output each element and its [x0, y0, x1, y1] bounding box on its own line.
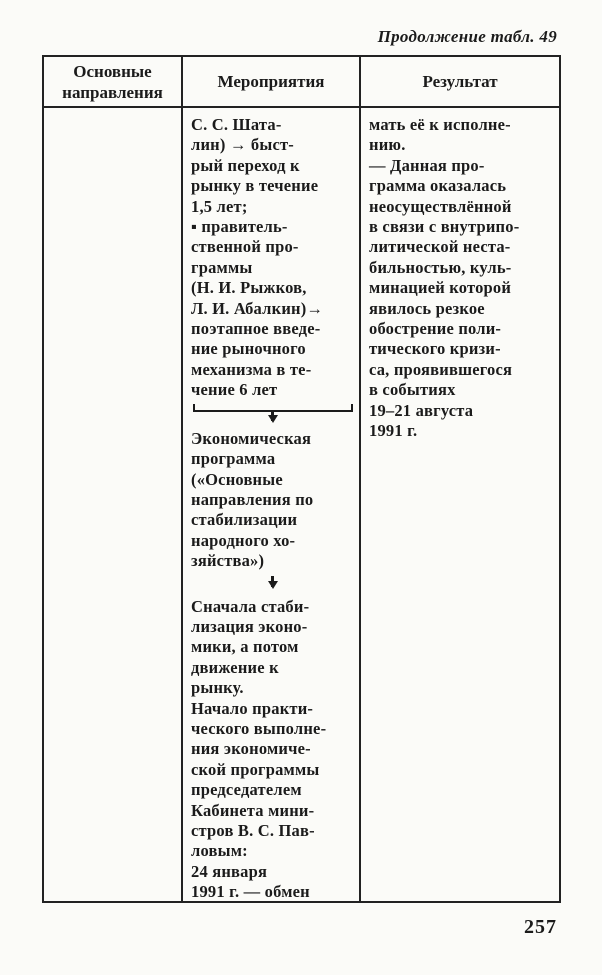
text-line: Начало практи- [191, 698, 314, 718]
activities-cell [183, 108, 361, 901]
text-line: ния экономиче- [191, 739, 311, 759]
text-line: механизма в те- [191, 359, 312, 379]
text-line: (Н. И. Рыжков, [191, 278, 307, 298]
text-line: 1991 г. [369, 421, 418, 441]
text-line: обострение поли- [369, 319, 502, 339]
text-line: 19–21 августа [369, 400, 474, 420]
text-line: ской программы [191, 759, 320, 779]
text-line: ственной про- [191, 237, 299, 257]
directions-cell [44, 108, 183, 901]
text-line: рынку. [191, 678, 244, 698]
text-line: ловым: [191, 841, 248, 861]
table-continuation-caption: Продолжение табл. 49 [377, 27, 557, 46]
text-line: минацией которой [369, 278, 512, 298]
text-line: 1991 г. — обмен [191, 882, 310, 901]
col-header-activities: Мероприятия [183, 57, 361, 108]
text-line: Л. И. Абалкин)→ [191, 298, 324, 318]
text-line: — Данная про- [369, 155, 485, 175]
text-line: бильностью, куль- [369, 257, 512, 277]
merge-bracket-icon [191, 404, 354, 421]
text-line: грамма оказалась [369, 176, 507, 196]
text-line: чение 6 лет [191, 380, 278, 400]
bracket-line [193, 404, 353, 412]
col-header-result: Результат [361, 57, 559, 108]
col-header-directions: Основные направления [44, 57, 183, 108]
text-line: народного хо- [191, 530, 296, 550]
text-line: стров В. С. Пав- [191, 821, 315, 840]
text-line: председателем [191, 780, 302, 800]
text-line: Экономическая [191, 428, 312, 448]
text-line: зяйства») [191, 551, 265, 571]
text-line: («Основные [191, 469, 283, 489]
table-49 [42, 55, 561, 903]
text-line: ческого выполне- [191, 718, 327, 738]
text-line: ние рыночного [191, 339, 306, 359]
text-line: 24 января [191, 861, 268, 881]
text-line: Сначала стаби- [191, 596, 310, 616]
text-line: движение к [191, 657, 279, 677]
text-line: направления по [191, 489, 314, 509]
text-line: мать её к исполне- [369, 115, 511, 134]
result-cell [361, 108, 559, 901]
text-line: стабилизации [191, 510, 298, 530]
text-line: рый переход к [191, 155, 300, 175]
text-line: рынку в течение [191, 176, 319, 196]
text-line: лин) → быст- [191, 135, 294, 155]
text-line: явилось резкое [369, 298, 485, 318]
text-line: ▪ правитель- [191, 217, 288, 237]
page-number: 257 [524, 916, 557, 938]
text-line: граммы [191, 257, 253, 277]
text-line: нию. [369, 135, 406, 155]
text-line: мики, а потом [191, 637, 299, 657]
down-arrow-icon [271, 412, 274, 421]
text-line: литической неста- [369, 237, 511, 257]
text-line: поэтапное введе- [191, 319, 321, 339]
text-line: в событиях [369, 380, 456, 400]
text-line: С. С. Шата- [191, 115, 282, 134]
text-line: тического кризи- [369, 339, 501, 359]
text-line: программа [191, 449, 276, 469]
text-line: 1,5 лет; [191, 196, 248, 216]
text-line: в связи с внутрипо- [369, 217, 520, 237]
text-line: лизация эконо- [191, 616, 308, 636]
text-line: Кабинета мини- [191, 800, 315, 820]
down-arrow-icon [271, 576, 274, 587]
text-line: неосуществлённой [369, 196, 512, 216]
text-line: са, проявившегося [369, 359, 513, 379]
